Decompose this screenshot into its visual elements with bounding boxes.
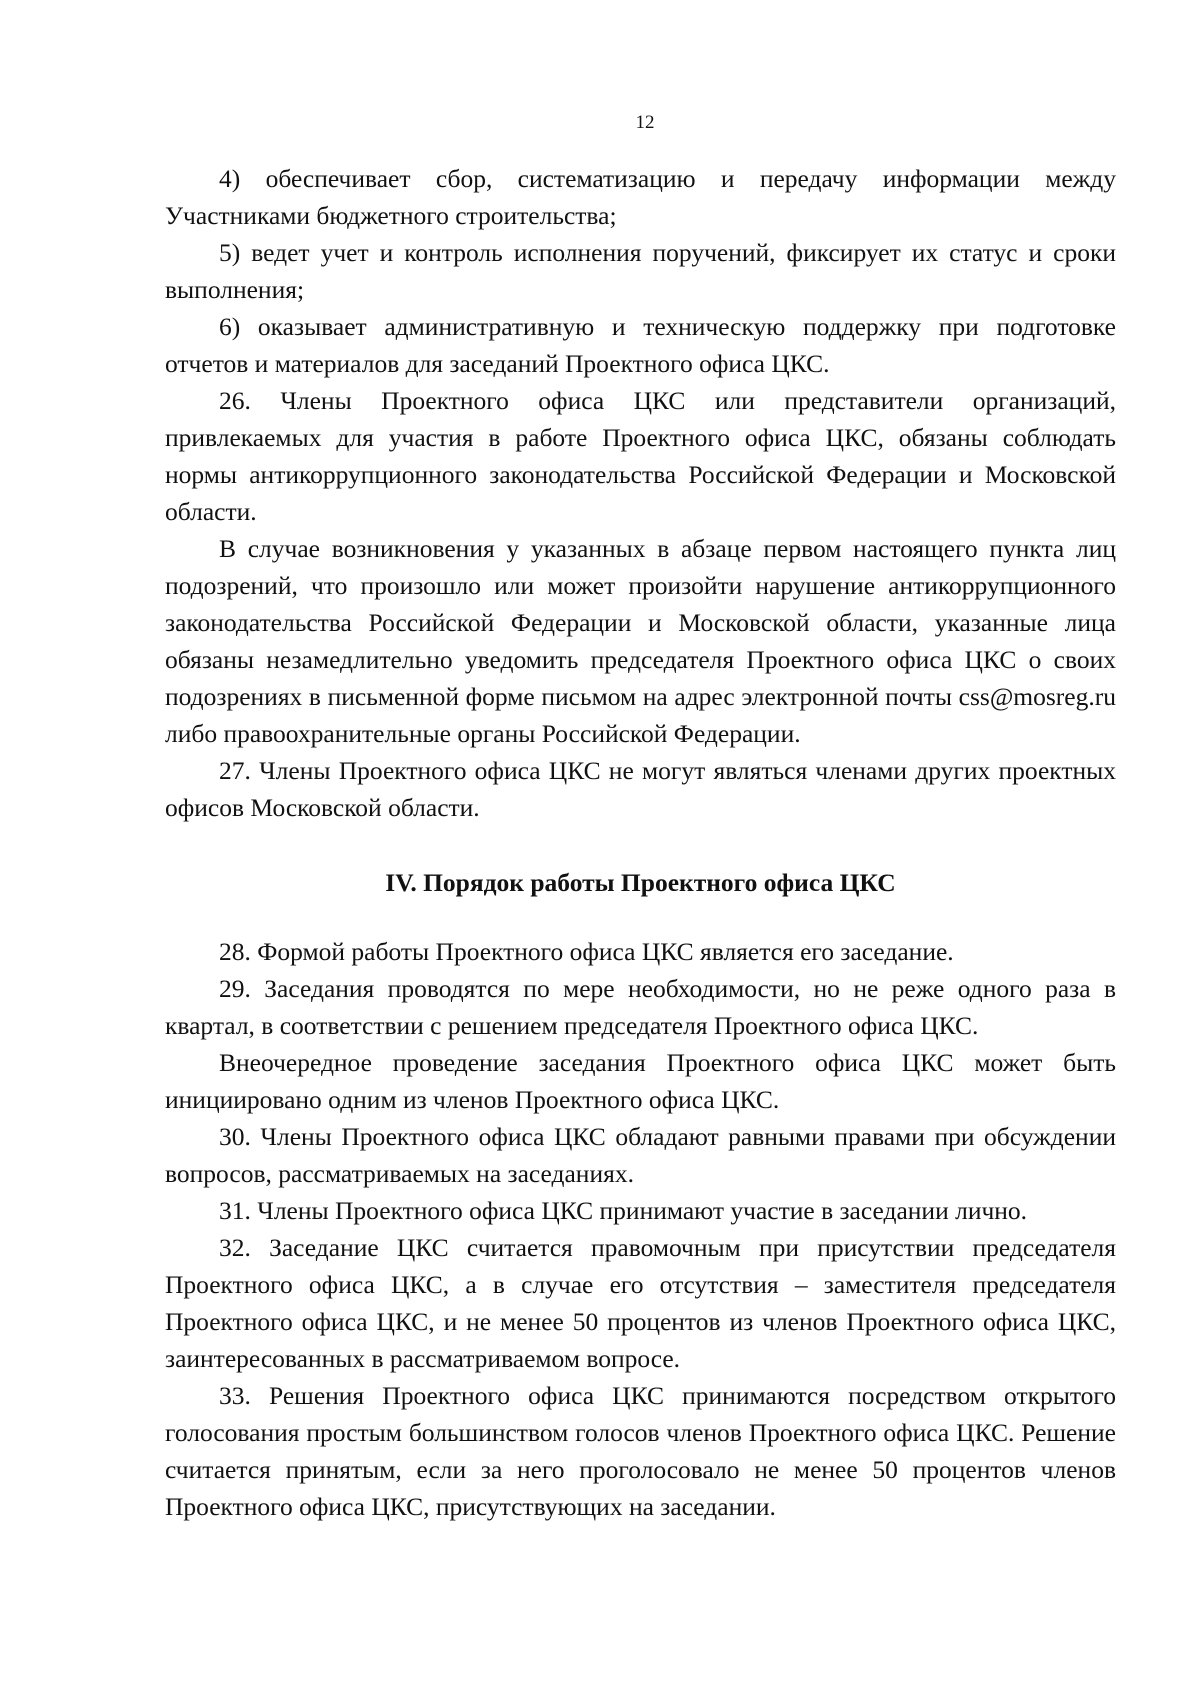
paragraph-clause-30: 30. Члены Проектного офиса ЦКС обладают равными правами при обсуждении вопросов, рассматриваемых на заседаниях. (165, 1122, 1116, 1188)
paragraph-clause-29: 29. Заседания проводятся по мере необходимости, но не реже одного раза в квартал, в соответствии с решением председателя Проектного офиса ЦКС. (165, 974, 1116, 1040)
paragraph-item-6: 6) оказывает административную и техническую поддержку при подготовке отчетов и материалов для заседаний Проектного офиса ЦКС. (165, 312, 1116, 378)
paragraph-clause-28: 28. Формой работы Проектного офиса ЦКС является его заседание. (219, 937, 954, 966)
paragraph-clause-29-abzac-2: Внеочередное проведение заседания Проектного офиса ЦКС может быть инициировано одним из членов Проектного офиса ЦКС. (165, 1048, 1116, 1114)
page-number: 12 (635, 112, 655, 133)
paragraph-clause-32: 32. Заседание ЦКС считается правомочным при присутствии председателя Проектного офиса ЦКС, а в случае его отсутствия – заместителя председателя Проектного офиса ЦКС, и не менее 50 процентов из членов Проектного офиса ЦКС, заинтересованных в рассматриваемом вопросе. (165, 1233, 1116, 1373)
paragraph-clause-31: 31. Члены Проектного офиса ЦКС принимают участие в заседании лично. (219, 1196, 1028, 1225)
paragraph-clause-27: 27. Члены Проектного офиса ЦКС не могут являться членами других проектных офисов Московской области. (165, 756, 1116, 822)
document-body (165, 160, 1116, 1525)
paragraph-item-5: 5) ведет учет и контроль исполнения поручений, фиксирует их статус и сроки выполнения; (165, 238, 1116, 304)
paragraph-item-4: 4) обеспечивает сбор, систематизацию и передачу информации между Участниками бюджетного строительства; (165, 164, 1116, 230)
paragraph-clause-26-abzac-2: В случае возникновения у указанных в абзаце первом настоящего пункта лиц подозрений, что произошло или может произойти нарушение антикоррупционного законодательства Российской Федерации и Московской области, указанные лица обязаны незамедлительно уведомить председателя Проектного офиса ЦКС о своих подозрениях в письменной форме письмом на адрес электронной почты css@mosreg.ru либо правоохранительные органы Российской Федерации. (165, 534, 1116, 748)
paragraph-clause-26: 26. Члены Проектного офиса ЦКС или представители организаций, привлекаемых для участия в работе Проектного офиса ЦКС, обязаны соблюдать нормы антикоррупционного законодательства Российской Федерации и Московской области. (165, 386, 1116, 526)
paragraph-clause-33: 33. Решения Проектного офиса ЦКС принимаются посредством открытого голосования простым большинством голосов членов Проектного офиса ЦКС. Решение считается принятым, если за него проголосовало не менее 50 процентов членов Проектного офиса ЦКС, присутствующих на заседании. (165, 1381, 1116, 1521)
section-heading: IV. Порядок работы Проектного офиса ЦКС (385, 868, 896, 897)
